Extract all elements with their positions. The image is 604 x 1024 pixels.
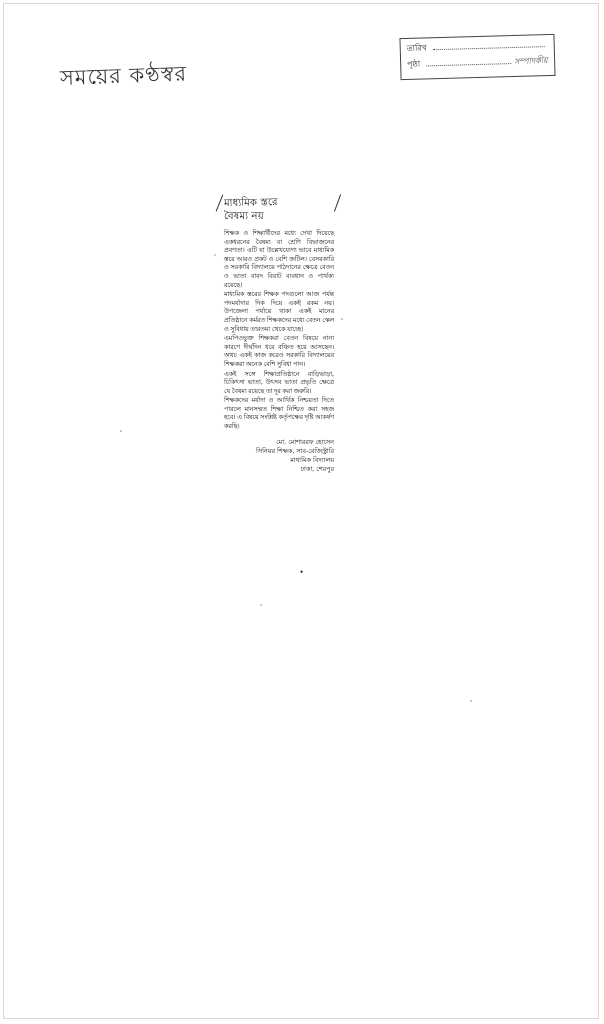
date-stamp-box xyxy=(399,34,555,80)
signature-line: ঢাকা, শেরপুর xyxy=(300,464,334,473)
scan-speck xyxy=(214,254,216,256)
stamp-row-page xyxy=(407,55,548,72)
article-paragraph: মাধ্যমিক স্তরের শিক্ষক পদগুলো আজ পর্যন্ত পদমর্যাদার দিক দিয়ে একই রকম নয়। উপজেলা পর্যায়ে থাকা একই মানের প্রতিষ্ঠানে কর্মরত শিক্ষকদের মধ্যে বেতন স্কেল ও সুবিধায় তারতম্য থেকে যাচ্ছে। xyxy=(224,290,334,333)
stamp-date-label: তারিখ xyxy=(406,43,428,53)
article-paragraph: শিক্ষকদের মর্যাদা ও আর্থিক নিশ্চয়তা দিতে পারলে মানসম্মত শিক্ষা নিশ্চিত করা সহজ হবে। এ বিষয়ে সংশ্লিষ্ট কর্তৃপক্ষের দৃষ্টি আকর্ষণ করছি। xyxy=(224,396,334,431)
stamp-date-dots xyxy=(433,39,545,50)
stamp-row-date xyxy=(407,39,548,56)
scan-speck xyxy=(120,430,122,432)
article-body xyxy=(224,229,334,431)
pen-tick-icon: • xyxy=(300,567,304,577)
stamp-page-dots xyxy=(426,56,512,66)
stamp-page-value: সম্পাদকীয় xyxy=(514,55,549,67)
page-border xyxy=(3,3,599,1019)
signature-line: মাধ্যমিক বিদ্যালয় xyxy=(290,455,334,464)
scan-speck xyxy=(470,700,472,702)
article-clipping xyxy=(223,196,334,577)
article-paragraph: এমপিওভুক্ত শিক্ষকরা বেতন বিষয়ে নানা কারণে দীর্ঘদিন ধরে বঞ্চিত হয়ে আসছেন। অথচ একই কাজ করেও সরকারি বিদ্যালয়ের শিক্ষকরা অনেক বেশি সুবিধা পান। xyxy=(224,334,334,368)
article-headline xyxy=(224,196,334,223)
article-signature xyxy=(224,438,334,474)
headline-line-1: মাধ্যমিক স্তরে xyxy=(223,197,278,210)
scan-speck xyxy=(260,604,262,606)
article-paragraph: একই সঙ্গে শিক্ষাপ্রতিষ্ঠানে বাড়িভাড়া, চিকিৎসা ভাতা, উৎসব ভাতা প্রভৃতি ক্ষেত্রে যে বৈষম্য রয়েছে তা দূর করা জরুরি। xyxy=(224,369,334,395)
stamp-page-label: পৃষ্ঠা xyxy=(407,59,421,69)
scan-speck xyxy=(341,318,343,320)
pen-mark-left-icon xyxy=(216,194,224,211)
pen-mark-right-icon xyxy=(334,194,341,211)
masthead-title: সময়ের কণ্ঠস্বর xyxy=(59,61,188,90)
signature-line: মো. মোশাররফ হোসেন xyxy=(276,437,334,446)
signature-line: সিনিয়র শিক্ষক, সাব-রেজিস্ট্রারি xyxy=(256,446,334,455)
newspaper-masthead xyxy=(60,62,235,102)
headline-line-2: বৈষম্য নয় xyxy=(224,211,264,222)
article-paragraph: শিক্ষক ও শিক্ষার্থীদের মধ্যে দেখা দিয়েছে একধরনের বৈষম্য বা শ্রেণি বিভাজনের প্রবণতা। এটি যা উল্লেখযোগ্য ভাবে মাধ্যমিক স্তরে আরও প্রকট ও বেশি জটিল। বেসরকারি ও সরকারি বিদ্যালয়ে পাঠদানের ক্ষেত্রে বেতন ও ভাতা বাবদ বিরাট ব্যবধান ও পার্থক্য রয়েছে। xyxy=(224,229,334,289)
